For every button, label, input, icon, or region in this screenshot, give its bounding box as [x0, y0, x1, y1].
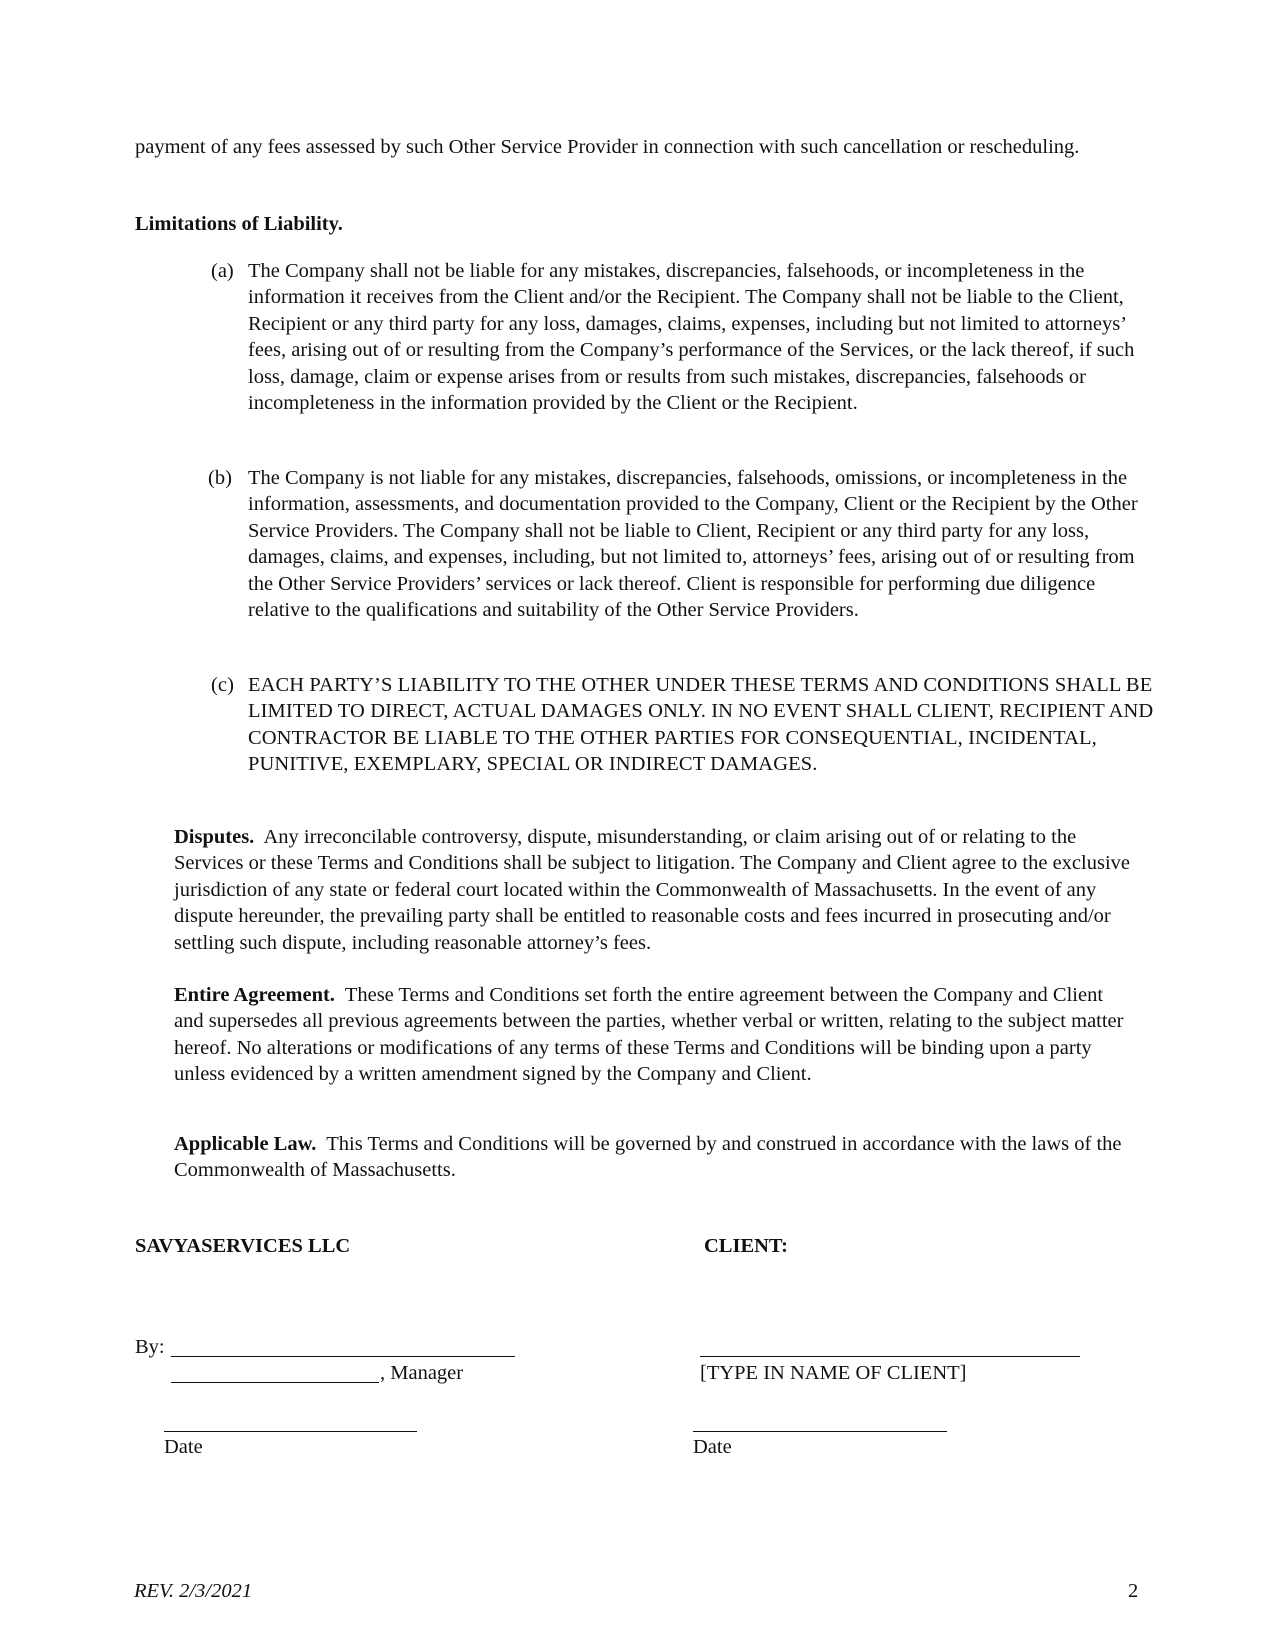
company-signer-name-line[interactable] — [171, 1382, 379, 1383]
item-text: The Company is not liable for any mistakes, discrepancies, falsehoods, omissions, or incompleteness in the information, assessments, and documentation provided to the Company, Client or the Recipient by the Other Service Providers. The Company shall not be liable to Client, Recipient or any third party for any loss, damages, claims, and expenses, including, but not limited to, attorneys’ fees, arising out of or resulting from the Other Service Providers’ services or lack thereof. Client is responsible for performing due diligence relative to the qualifications and suitability of the Other Service Providers. — [248, 467, 1138, 622]
company-date-line[interactable] — [164, 1431, 417, 1432]
revision-date: REV. 2/3/2021 — [134, 1580, 253, 1602]
company-date-label: Date — [164, 1436, 203, 1458]
intro-continuation-paragraph: payment of any fees assessed by such Other Service Provider in connection with such cancellation or rescheduling. — [135, 136, 1080, 158]
limitations-heading: Limitations of Liability. — [135, 213, 343, 235]
item-label: (b) — [208, 467, 232, 489]
item-text: The Company shall not be liable for any mistakes, discrepancies, falsehoods, or incompleteness in the information it receives from the Client and/or the Recipient. The Company shall not be liable to the Client, Recipient or any third party for any loss, damages, claims, expenses, including but not limited to attorneys’ fees, arising out of or resulting from the Company’s performance of the Services, or the lack thereof, if such loss, damage, claim or expense arises from or results from such mistakes, discrepancies, falsehoods or incompleteness in the information provided by the Client or the Recipient. — [248, 260, 1135, 415]
item-label: (c) — [211, 674, 235, 696]
manager-title: , Manager — [380, 1362, 464, 1384]
by-label: By: — [135, 1336, 165, 1358]
section-heading: Disputes. — [174, 826, 255, 848]
section-heading: Entire Agreement. — [174, 984, 335, 1006]
section-text: Any irreconcilable controversy, dispute, misunderstanding, or claim arising out of or relating to the Services or these Terms and Conditions shall be subject to litigation. The Company and Client agree to the exclusive jurisdiction of any state or federal court located within the Commonwealth of Massachusetts. In the event of any dispute hereunder, the prevailing party shall be entitled to reasonable costs and fees incurred in prosecuting and/or settling such dispute, including reasonable attorney’s fees. — [174, 826, 1130, 954]
section-heading: Applicable Law. — [174, 1133, 317, 1155]
company-name: SAVYASERVICES LLC — [135, 1235, 351, 1257]
entire-agreement-section — [174, 982, 1134, 1088]
page-number: 2 — [1128, 1580, 1139, 1602]
company-signature-line[interactable] — [171, 1356, 515, 1357]
client-date-line[interactable] — [693, 1431, 947, 1432]
client-name-placeholder: [TYPE IN NAME OF CLIENT] — [700, 1362, 967, 1384]
client-date-label: Date — [693, 1436, 732, 1458]
item-label: (a) — [211, 260, 234, 282]
client-heading: CLIENT: — [704, 1235, 788, 1257]
client-signature-line[interactable] — [700, 1356, 1080, 1357]
disputes-section — [174, 824, 1149, 956]
item-text: EACH PARTY’S LIABILITY TO THE OTHER UNDER THESE TERMS AND CONDITIONS SHALL BE LIMITED TO DIRECT, ACTUAL DAMAGES ONLY. IN NO EVENT SHALL CLIENT, RECIPIENT AND CONTRACTOR BE LIABLE TO THE OTHER PARTIES FOR CONSEQUENTIAL, INCIDENTAL, PUNITIVE, EXEMPLARY, SPECIAL OR INDIRECT DAMAGES. — [248, 674, 1154, 776]
applicable-law-section — [174, 1131, 1149, 1184]
section-text: These Terms and Conditions set forth the entire agreement between the Company and Client and supersedes all previous agreements between the parties, whether verbal or written, relating to the subject matter hereof. No alterations or modifications of any terms of these Terms and Conditions will be binding upon a party unless evidenced by a written amendment signed by the Company and Client. — [174, 984, 1124, 1086]
section-text: This Terms and Conditions will be governed by and construed in accordance with the laws of the Commonwealth of Massachusetts. — [174, 1133, 1122, 1182]
